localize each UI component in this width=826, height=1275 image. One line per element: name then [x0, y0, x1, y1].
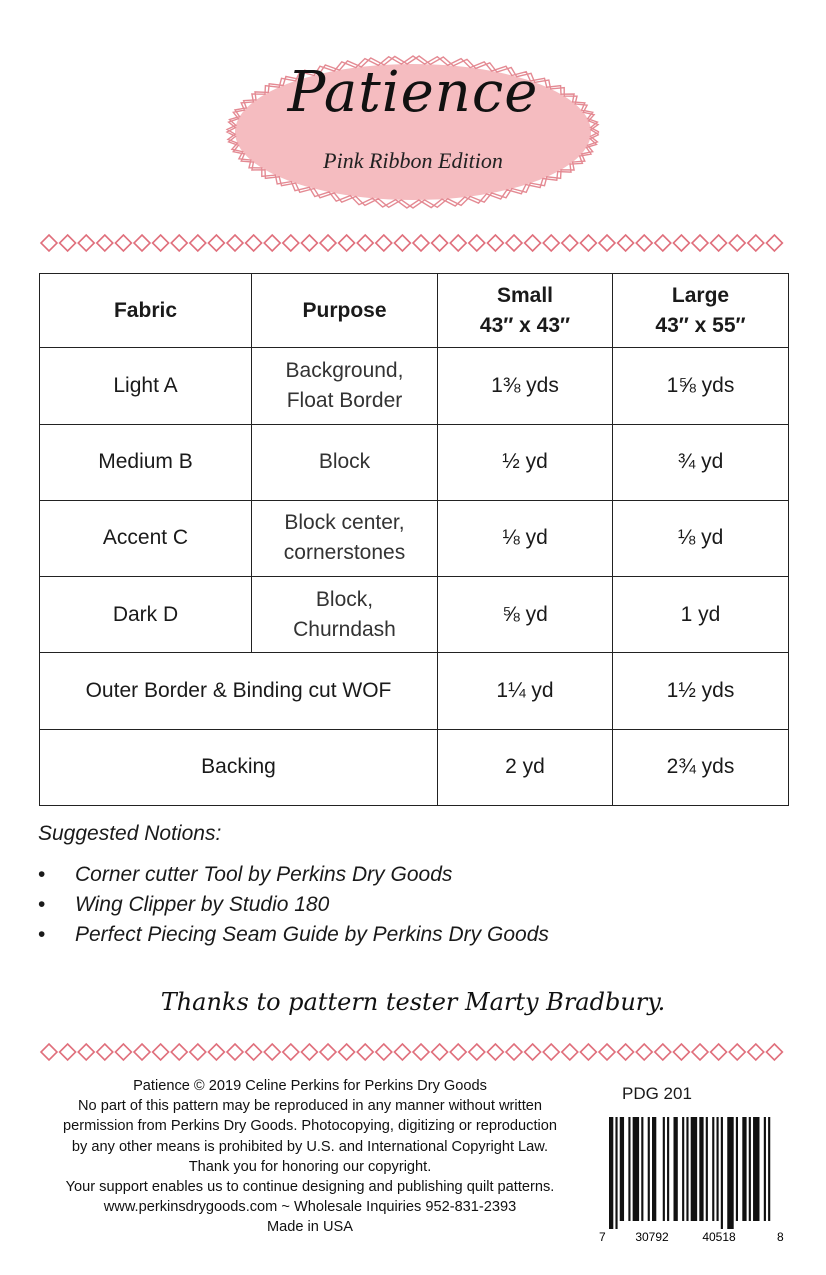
bullet: • — [38, 863, 46, 886]
barcode-bar — [682, 1117, 684, 1221]
large-yardage-cell: 1½ yds — [613, 653, 789, 729]
diamond-ornament — [97, 235, 113, 251]
diamond-ornament — [599, 1044, 615, 1060]
large-label: Large — [671, 283, 730, 307]
diamond-ornament — [246, 235, 262, 251]
diamond-ornament — [41, 1044, 57, 1060]
diamond-ornament — [41, 235, 57, 251]
diamond-ornament — [115, 1044, 131, 1060]
diamond-ornament — [97, 1044, 113, 1060]
barcode-bar — [674, 1117, 678, 1221]
diamond-ornament — [376, 1044, 392, 1060]
table-row — [40, 729, 789, 805]
small-yardage-cell: 2 yd — [438, 729, 613, 805]
diamond-border-top — [0, 231, 826, 255]
purpose-line: Block center, — [284, 511, 405, 535]
diamond-ornament — [60, 235, 76, 251]
barcode-bar — [615, 1117, 617, 1229]
fabric-cell: Dark D — [40, 577, 252, 653]
barcode-bar — [742, 1117, 746, 1221]
diamond-ornament — [748, 1044, 764, 1060]
table-row — [40, 577, 789, 653]
notions-heading: Suggested Notions: — [38, 822, 222, 845]
barcode-bar — [712, 1117, 714, 1221]
barcode-bar — [706, 1117, 708, 1221]
barcode-bar — [727, 1117, 733, 1229]
diamond-ornament — [450, 1044, 466, 1060]
purpose-line: Background, — [285, 358, 404, 382]
diamond-ornament — [339, 1044, 355, 1060]
large-size: 43″ x 55″ — [655, 313, 746, 337]
barcode — [597, 1115, 782, 1245]
diamond-ornament — [543, 1044, 559, 1060]
diamond-border-bottom — [0, 1040, 826, 1064]
barcode-bar — [749, 1117, 751, 1221]
diamond-ornament — [525, 235, 541, 251]
list-item — [38, 860, 549, 890]
purpose-cell: Block — [252, 424, 438, 500]
diamond-ornament — [320, 235, 336, 251]
barcode-bar — [686, 1117, 688, 1221]
barcode-bar — [768, 1117, 770, 1221]
table-row — [40, 348, 789, 424]
diamond-ornament — [711, 235, 727, 251]
fabric-cell: Medium B — [40, 424, 252, 500]
fabric-cell: Backing — [40, 729, 438, 805]
diamond-ornament — [692, 235, 708, 251]
diamond-ornament — [320, 1044, 336, 1060]
diamond-ornament — [766, 235, 782, 251]
table-row — [40, 500, 789, 576]
diamond-ornament — [301, 1044, 317, 1060]
diamond-ornament — [432, 1044, 448, 1060]
diamond-ornament — [655, 235, 671, 251]
small-label: Small — [496, 283, 554, 307]
diamond-ornament — [655, 1044, 671, 1060]
diamond-ornament — [692, 1044, 708, 1060]
notion-text: Corner cutter Tool by Perkins Dry Goods — [75, 863, 453, 886]
fabric-requirements-table — [39, 273, 789, 806]
barcode-bar — [641, 1117, 643, 1221]
barcode-bar — [609, 1117, 613, 1229]
header-fabric: Fabric — [40, 274, 252, 348]
footer-line: Patience © 2019 Celine Perkins for Perkins Dry Goods — [133, 1078, 487, 1094]
purpose-cell — [252, 348, 438, 424]
diamond-ornament — [487, 1044, 503, 1060]
diamond-ornament — [413, 1044, 429, 1060]
diamond-ornament — [208, 235, 224, 251]
header-purpose: Purpose — [252, 274, 438, 348]
diamond-ornament — [134, 235, 150, 251]
pattern-title: Patience — [287, 60, 539, 125]
barcode-digit: 30792 — [635, 1230, 669, 1244]
diamond-ornament — [153, 1044, 169, 1060]
barcode-bar — [691, 1117, 697, 1221]
diamond-ornament — [673, 1044, 689, 1060]
diamond-ornament — [618, 235, 634, 251]
diamond-ornament — [413, 235, 429, 251]
diamond-ornament — [506, 1044, 522, 1060]
purpose-line: Block, — [315, 587, 374, 611]
diamond-ornament — [432, 235, 448, 251]
diamond-ornament — [227, 1044, 243, 1060]
diamond-ornament — [729, 1044, 745, 1060]
purpose-cell — [252, 577, 438, 653]
barcode-bar — [736, 1117, 738, 1221]
fabric-cell: Light A — [40, 348, 252, 424]
purpose-cell — [252, 500, 438, 576]
diamond-ornament — [673, 235, 689, 251]
diamond-ornament — [766, 1044, 782, 1060]
barcode-bar — [648, 1117, 650, 1221]
barcode-bar — [633, 1117, 639, 1221]
list-item — [38, 920, 549, 950]
diamond-ornament — [711, 1044, 727, 1060]
barcode-bar — [699, 1117, 703, 1221]
barcode-bar — [652, 1117, 656, 1221]
diamond-ornament — [246, 1044, 262, 1060]
header-small — [438, 274, 613, 348]
diamond-ornament — [78, 235, 94, 251]
diamond-ornament — [525, 1044, 541, 1060]
diamond-ornament — [264, 1044, 280, 1060]
barcode-bar — [620, 1117, 624, 1221]
diamond-ornament — [227, 235, 243, 251]
barcode-bar — [717, 1117, 719, 1221]
product-code: PDG 201 — [622, 1084, 692, 1103]
diamond-ornament — [283, 235, 299, 251]
barcode-bar — [721, 1117, 723, 1229]
diamond-ornament — [115, 235, 131, 251]
barcode-digit: 40518 — [702, 1230, 736, 1244]
diamond-ornament — [562, 1044, 578, 1060]
barcode-bar — [663, 1117, 665, 1221]
footer-line: www.perkinsdrygoods.com ~ Wholesale Inquiries 952-831-2393 — [103, 1199, 517, 1216]
small-yardage-cell: ⅝ yd — [438, 577, 613, 653]
diamond-ornament — [264, 235, 280, 251]
purpose-line: cornerstones — [283, 541, 406, 565]
fabric-cell: Accent C — [40, 500, 252, 576]
barcode-bar — [764, 1117, 766, 1221]
footer-line: Thank you for honoring our copyright. — [188, 1158, 432, 1175]
bullet: • — [38, 893, 46, 916]
diamond-ornament — [636, 235, 652, 251]
header-large — [613, 274, 789, 348]
footer-line: No part of this pattern may be reproduced in any manner without written — [78, 1098, 542, 1115]
large-yardage-cell: 1 yd — [613, 577, 789, 653]
purpose-line: Float Border — [286, 388, 403, 412]
notion-text: Wing Clipper by Studio 180 — [75, 893, 330, 916]
fabric-cell: Outer Border & Binding cut WOF — [40, 653, 438, 729]
table-row — [40, 653, 789, 729]
diamond-ornament — [78, 1044, 94, 1060]
diamond-ornament — [283, 1044, 299, 1060]
notions-list — [38, 860, 549, 950]
barcode-bar — [628, 1117, 630, 1221]
barcode-digit: 8 — [777, 1230, 784, 1244]
notion-text: Perfect Piecing Seam Guide by Perkins Dry Goods — [75, 923, 549, 946]
bullet: • — [38, 923, 46, 946]
diamond-ornament — [562, 235, 578, 251]
barcode-bar — [753, 1117, 759, 1221]
diamond-ornament — [450, 235, 466, 251]
diamond-ornament — [469, 1044, 485, 1060]
diamond-ornament — [376, 235, 392, 251]
diamond-ornament — [190, 1044, 206, 1060]
diamond-ornament — [171, 235, 187, 251]
diamond-ornament — [301, 235, 317, 251]
large-yardage-cell: 1⅝ yds — [613, 348, 789, 424]
footer-line: Your support enables us to continue designing and publishing quilt patterns. — [65, 1179, 555, 1196]
diamond-ornament — [190, 235, 206, 251]
table-row — [40, 424, 789, 500]
footer-line: permission from Perkins Dry Goods. Photocopying, digitizing or reproduction — [63, 1118, 557, 1135]
large-yardage-cell: ¾ yd — [613, 424, 789, 500]
footer-line: by any other means is prohibited by U.S. and International Copyright Law. — [71, 1138, 549, 1155]
diamond-ornament — [487, 235, 503, 251]
diamond-ornament — [580, 235, 596, 251]
small-yardage-cell: ½ yd — [438, 424, 613, 500]
diamond-ornament — [171, 1044, 187, 1060]
small-yardage-cell: 1¼ yd — [438, 653, 613, 729]
diamond-ornament — [153, 235, 169, 251]
list-item — [38, 890, 549, 920]
diamond-ornament — [729, 235, 745, 251]
small-yardage-cell: ⅛ yd — [438, 500, 613, 576]
diamond-ornament — [599, 235, 615, 251]
footer-line: Made in USA — [267, 1219, 353, 1236]
diamond-ornament — [618, 1044, 634, 1060]
large-yardage-cell: 2¾ yds — [613, 729, 789, 805]
copyright-footer — [36, 1076, 584, 1238]
diamond-ornament — [60, 1044, 76, 1060]
small-yardage-cell: 1⅜ yds — [438, 348, 613, 424]
diamond-ornament — [394, 1044, 410, 1060]
barcode-digit: 7 — [599, 1230, 606, 1244]
diamond-ornament — [357, 1044, 373, 1060]
diamond-ornament — [580, 1044, 596, 1060]
diamond-ornament — [636, 1044, 652, 1060]
small-size: 43″ x 43″ — [479, 313, 571, 337]
diamond-ornament — [339, 235, 355, 251]
diamond-ornament — [506, 235, 522, 251]
diamond-ornament — [543, 235, 559, 251]
table-header-row — [40, 274, 789, 348]
diamond-ornament — [394, 235, 410, 251]
thanks-note: Thanks to pattern tester Marty Bradbury. — [160, 988, 666, 1016]
barcode-bar — [667, 1117, 669, 1221]
diamond-ornament — [469, 235, 485, 251]
purpose-line: Churndash — [293, 617, 396, 641]
large-yardage-cell: ⅛ yd — [613, 500, 789, 576]
diamond-ornament — [748, 235, 764, 251]
edition-subtitle: Pink Ribbon Edition — [323, 148, 503, 173]
diamond-ornament — [357, 235, 373, 251]
diamond-ornament — [134, 1044, 150, 1060]
diamond-ornament — [208, 1044, 224, 1060]
